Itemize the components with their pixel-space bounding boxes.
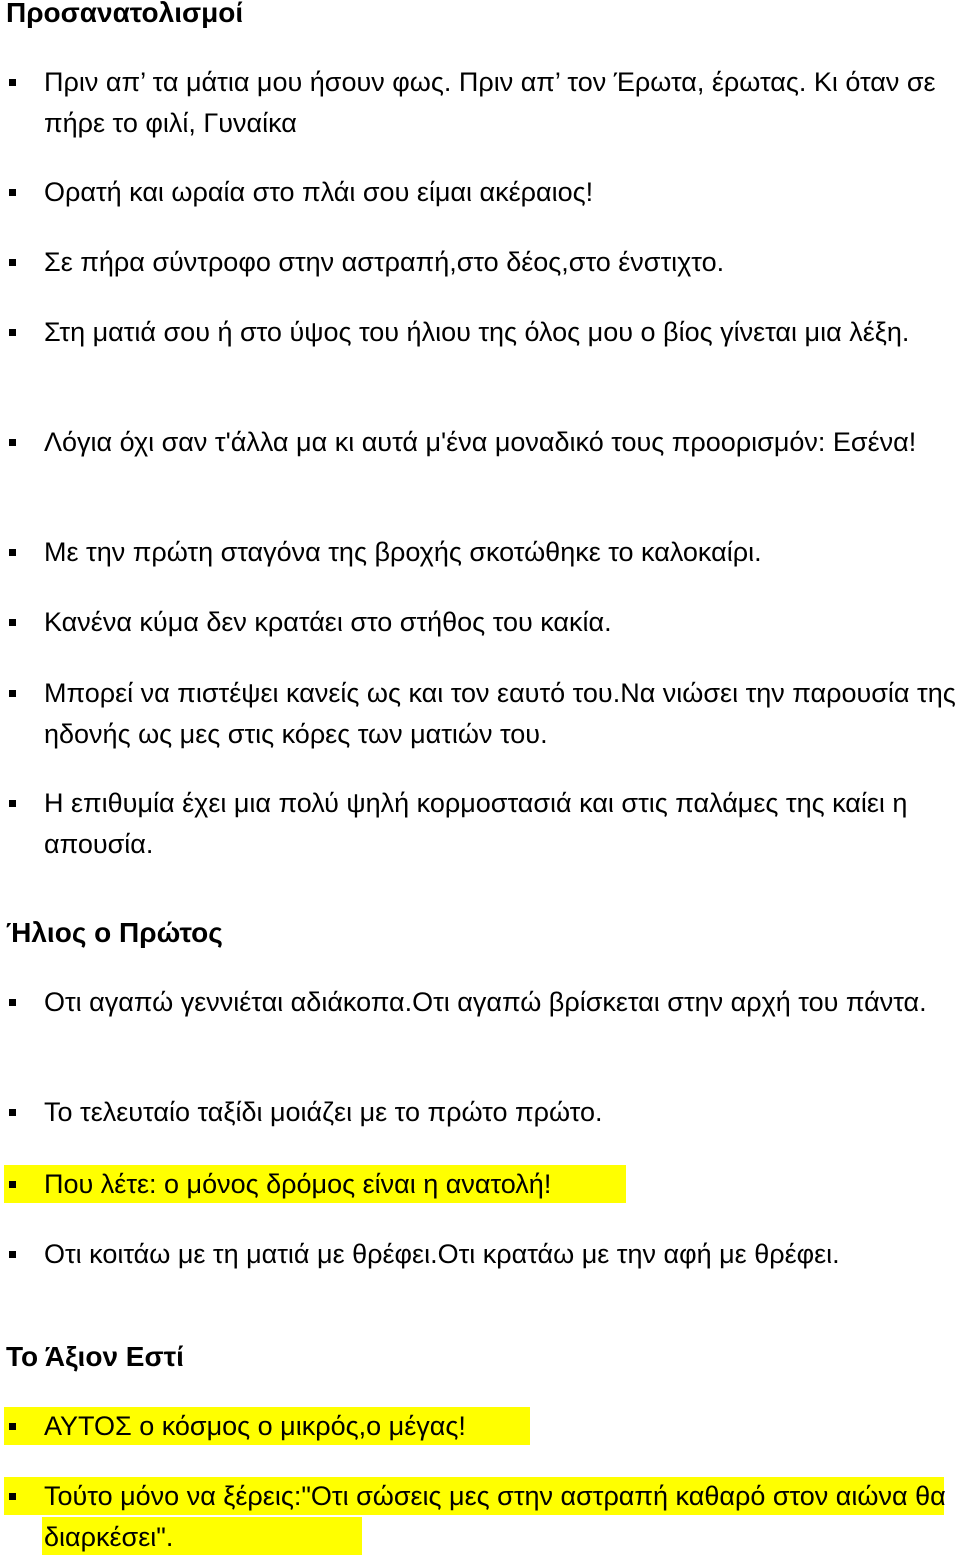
list-item-text: Σε πήρα σύντροφο στην αστραπή,στο δέος,στο ένστιχτο. bbox=[44, 247, 725, 277]
list-item-text: Κανένα κύμα δεν κρατάει στο στήθος του κακία. bbox=[44, 607, 612, 637]
list-item-text: Τούτο μόνο να ξέρεις:"Οτι σώσεις μες στην αστραπή καθαρό στον αιώνα θα διαρκέσει". bbox=[44, 1481, 946, 1552]
section-title-to-axion-esti: Το Άξιον Εστί bbox=[6, 1341, 184, 1372]
bullet-marker bbox=[9, 999, 16, 1006]
list-item-text: Ορατή και ωραία στο πλάι σου είμαι ακέραιος! bbox=[44, 177, 594, 207]
section-title-prosanatolismoi: Προσανατολισμοί bbox=[6, 0, 244, 28]
list-item-text: Λόγια όχι σαν τ'άλλα μα κι αυτά μ'ένα μοναδικό τους προορισμόν: Εσένα! bbox=[44, 427, 917, 457]
bullet-marker bbox=[9, 439, 16, 446]
list-item-text: Μπορεί να πιστέψει κανείς ως και τον εαυτό του.Να νιώσει την παρουσία της ηδονής ως μες στις κόρες των ματιών του. bbox=[44, 678, 956, 749]
list-item-text: Η επιθυμία έχει μια πολύ ψηλή κορμοστασιά και στις παλάμες της καίει η απουσία. bbox=[44, 788, 908, 859]
bullet-marker bbox=[9, 1109, 16, 1116]
bullet-marker bbox=[9, 800, 16, 807]
bullet-marker bbox=[9, 690, 16, 697]
bullet-marker bbox=[9, 189, 16, 196]
section-title-ilios-o-protos: Ήλιος ο Πρώτος bbox=[6, 917, 223, 948]
bullet-marker bbox=[9, 549, 16, 556]
bullet-marker bbox=[9, 1181, 16, 1188]
bullet-marker bbox=[9, 79, 16, 86]
list-item-text: Οτι κοιτάω με τη ματιά με θρέφει.Οτι κρατάω με την αφή με θρέφει. bbox=[44, 1239, 840, 1269]
list-item-text: Οτι αγαπώ γεννιέται αδιάκοπα.Οτι αγαπώ βρίσκεται στην αρχή του πάντα. bbox=[44, 987, 927, 1017]
list-item-text: ΑΥΤΟΣ ο κόσμος ο μικρός,ο μέγας! bbox=[44, 1411, 466, 1441]
list-item-text: Πριν απ’ τα μάτια μου ήσουν φως. Πριν απ’ τον Έρωτα, έρωτας. Κι όταν σε πήρε το φιλί, Γυναίκα bbox=[44, 67, 936, 138]
bullet-marker bbox=[9, 329, 16, 336]
bullet-marker bbox=[9, 619, 16, 626]
bullet-marker bbox=[9, 1251, 16, 1258]
bullet-marker bbox=[9, 1423, 16, 1430]
bullet-marker bbox=[9, 1493, 16, 1500]
list-item-text: Που λέτε: ο μόνος δρόμος είναι η ανατολή! bbox=[44, 1169, 552, 1199]
list-item-text: Με την πρώτη σταγόνα της βροχής σκοτώθηκε το καλοκαίρι. bbox=[44, 537, 762, 567]
bullet-marker bbox=[9, 259, 16, 266]
list-item-text: Στη ματιά σου ή στο ύψος του ήλιου της όλος μου ο βίος γίνεται μια λέξη. bbox=[44, 317, 910, 347]
list-item-text: Το τελευταίο ταξίδι μοιάζει με το πρώτο πρώτο. bbox=[44, 1097, 603, 1127]
